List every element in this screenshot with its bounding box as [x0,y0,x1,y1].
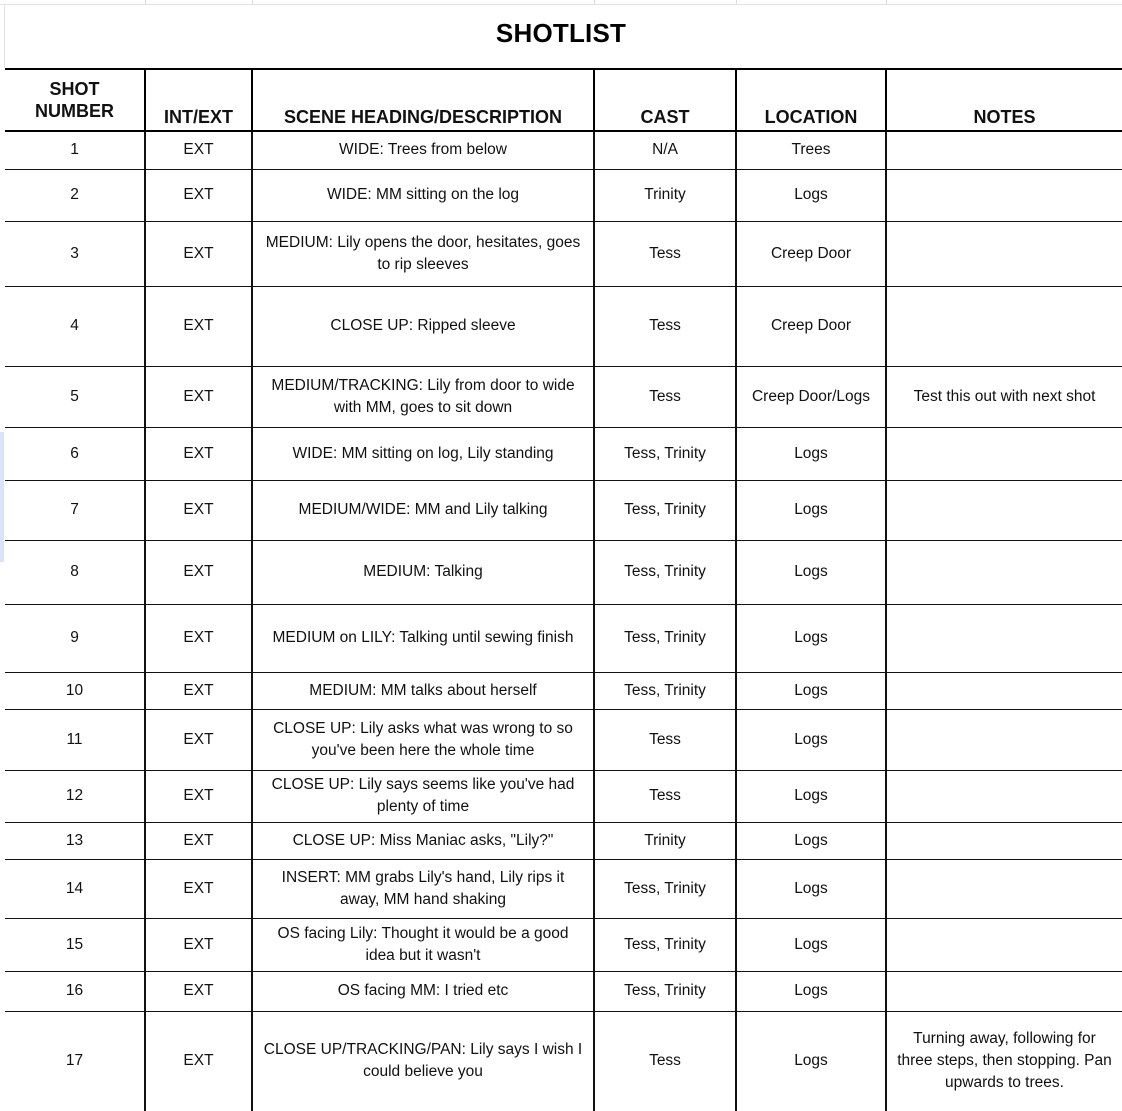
table-row [5,918,1122,971]
row-selection-highlight [0,432,4,562]
table-row [5,169,1122,221]
cell-cast[interactable]: Tess, Trinity [594,918,736,971]
cell-int-ext[interactable]: EXT [145,366,252,427]
cell-scene[interactable]: WIDE: Trees from below [252,131,594,169]
cell-int-ext[interactable]: EXT [145,918,252,971]
cell-scene[interactable]: CLOSE UP: Ripped sleeve [252,286,594,366]
table-row [5,131,1122,169]
cell-scene[interactable]: MEDIUM on LILY: Talking until sewing finish [252,604,594,672]
col-header-location[interactable]: LOCATION [736,69,886,131]
cell-shot-number[interactable]: 10 [5,672,145,709]
cell-cast[interactable]: Tess, Trinity [594,859,736,918]
cell-scene[interactable]: CLOSE UP: Miss Maniac asks, "Lily?" [252,822,594,859]
cell-shot-number[interactable]: 15 [5,918,145,971]
cell-int-ext[interactable]: EXT [145,169,252,221]
cell-notes[interactable] [886,480,1122,540]
cell-cast[interactable]: Tess, Trinity [594,480,736,540]
cell-notes[interactable] [886,859,1122,918]
header-row [5,69,1122,131]
cell-location[interactable]: Logs [736,971,886,1011]
table-row [5,672,1122,709]
table-row [5,480,1122,540]
cell-scene[interactable]: WIDE: MM sitting on the log [252,169,594,221]
cell-cast[interactable]: Tess [594,221,736,286]
table-row [5,822,1122,859]
cell-location[interactable]: Logs [736,480,886,540]
cell-location[interactable]: Logs [736,918,886,971]
table-row [5,427,1122,480]
cell-scene[interactable]: OS facing Lily: Thought it would be a good idea but it wasn't [252,918,594,971]
cell-cast[interactable]: Tess [594,770,736,822]
cell-scene[interactable]: CLOSE UP/TRACKING/PAN: Lily says I wish I could believe you [252,1011,594,1111]
cell-cast[interactable]: Tess, Trinity [594,427,736,480]
cell-scene[interactable]: INSERT: MM grabs Lily's hand, Lily rips it away, MM hand shaking [252,859,594,918]
cell-location[interactable]: Creep Door/Logs [736,366,886,427]
cell-notes[interactable] [886,971,1122,1011]
cell-cast[interactable]: Tess [594,1011,736,1111]
cell-scene[interactable]: MEDIUM: Talking [252,540,594,604]
cell-int-ext[interactable]: EXT [145,131,252,169]
cell-scene[interactable]: CLOSE UP: Lily asks what was wrong to so you've been here the whole time [252,709,594,770]
cell-location[interactable]: Logs [736,859,886,918]
cell-notes[interactable] [886,221,1122,286]
sheet-title[interactable]: SHOTLIST [495,18,627,48]
table-row [5,366,1122,427]
cell-cast[interactable]: Tess [594,366,736,427]
cell-shot-number[interactable]: 17 [65,1052,84,1070]
col-header-shot-number[interactable]: SHOT NUMBER [5,69,145,131]
cell-location[interactable]: Creep Door [736,221,886,286]
table-row [5,604,1122,672]
cell-scene[interactable]: WIDE: MM sitting on log, Lily standing [252,427,594,480]
table-row [5,286,1122,366]
cell-notes[interactable] [886,131,1122,169]
cell-cast[interactable]: Tess, Trinity [594,540,736,604]
cell-shot-number[interactable]: 5 [5,366,145,427]
cell-shot-number[interactable]: 6 [5,427,145,480]
cell-notes[interactable]: Test this out with next shot [886,366,1122,427]
row-gutter [0,0,4,1108]
cell-notes[interactable] [886,286,1122,366]
cell-notes[interactable]: Turning away, following for three steps, then stopping. Pan upwards to trees. [886,1011,1122,1111]
cell-shot-number[interactable]: 4 [5,286,145,366]
cell-int-ext[interactable]: EXT [145,286,252,366]
cell-shot-number[interactable]: 11 [5,709,145,770]
col-header-scene[interactable]: SCENE HEADING/DESCRIPTION [252,69,594,131]
table-row [5,709,1122,770]
cell-location[interactable]: Logs [736,427,886,480]
cell-int-ext[interactable]: EXT [145,480,252,540]
cell-location[interactable]: Logs [736,822,886,859]
table-row [5,770,1122,822]
sheet-col-divider [736,0,737,4]
cell-notes[interactable] [886,770,1122,822]
table-row [5,221,1122,286]
cell-int-ext[interactable]: EXT [145,709,252,770]
cell-shot-number[interactable]: 3 [5,221,145,286]
cell-location[interactable]: Logs [736,770,886,822]
cell-shot-number[interactable]: 12 [5,770,145,822]
cell-int-ext[interactable]: EXT [145,221,252,286]
cell-notes[interactable] [886,604,1122,672]
cell-notes[interactable] [886,918,1122,971]
cell-location[interactable]: Logs [736,169,886,221]
cell-int-ext[interactable]: EXT [145,770,252,822]
cell-shot-number[interactable]: 2 [5,169,145,221]
shotlist-table [5,68,1122,1111]
cell-shot-number[interactable]: 1 [5,131,145,169]
cell-location[interactable]: Logs [736,540,886,604]
cell-notes[interactable] [886,169,1122,221]
cell-location[interactable]: Logs [736,709,886,770]
cell-location[interactable]: Logs [736,1011,886,1111]
cell-int-ext[interactable]: EXT [145,540,252,604]
cell-shot-number[interactable]: 14 [5,859,145,918]
sheet-col-divider [252,0,253,4]
cell-scene[interactable]: MEDIUM: Lily opens the door, hesitates, goes to rip sleeves [252,221,594,286]
cell-shot-number[interactable]: 16 [5,971,145,1011]
cell-location[interactable]: Logs [736,672,886,709]
cell-scene[interactable]: OS facing MM: I tried etc [252,971,594,1011]
cell-scene[interactable]: MEDIUM/TRACKING: Lily from door to wide with MM, goes to sit down [252,366,594,427]
cell-int-ext[interactable]: EXT [145,822,252,859]
cell-cast[interactable]: Tess, Trinity [594,604,736,672]
cell-scene[interactable]: MEDIUM/WIDE: MM and Lily talking [252,480,594,540]
sheet-col-divider [145,0,146,4]
cell-int-ext[interactable]: EXT [145,604,252,672]
cell-shot-number[interactable]: 7 [5,480,145,540]
table-row [5,540,1122,604]
cell-notes[interactable] [886,540,1122,604]
cell-cast[interactable]: Tess [594,286,736,366]
cell-notes[interactable] [886,672,1122,709]
cell-notes[interactable] [886,709,1122,770]
cell-cast[interactable]: Trinity [594,169,736,221]
table-row [5,859,1122,918]
cell-notes[interactable] [886,427,1122,480]
sheet-col-divider [886,0,887,4]
col-header-int-ext[interactable]: INT/EXT [145,69,252,131]
cell-location[interactable]: Trees [736,131,886,169]
col-header-notes[interactable]: NOTES [886,69,1122,131]
cell-notes[interactable] [886,822,1122,859]
cell-int-ext[interactable]: EXT [145,859,252,918]
cell-int-ext[interactable]: EXT [145,971,252,1011]
cell-location[interactable]: Creep Door [736,286,886,366]
cell-location[interactable]: Logs [736,604,886,672]
sheet-col-divider [594,0,595,4]
cell-scene[interactable]: CLOSE UP: Lily says seems like you've had plenty of time [252,770,594,822]
cell-int-ext[interactable]: EXT [145,672,252,709]
cell-cast[interactable]: Trinity [594,822,736,859]
cell-int-ext[interactable]: EXT [145,1011,252,1111]
cell-shot-number[interactable]: 13 [5,822,145,859]
cell-scene[interactable]: MEDIUM: MM talks about herself [252,672,594,709]
cell-shot-number[interactable]: 8 [5,540,145,604]
cell-shot-number[interactable]: 9 [5,604,145,672]
cell-cast[interactable]: Tess, Trinity [594,672,736,709]
cell-cast[interactable]: N/A [594,131,736,169]
table-row [5,971,1122,1011]
cell-cast[interactable]: Tess, Trinity [594,971,736,1011]
col-header-cast[interactable]: CAST [594,69,736,131]
sheet-gridline-top [0,0,1122,5]
cell-int-ext[interactable]: EXT [145,427,252,480]
table-row [5,1011,1122,1111]
cell-cast[interactable]: Tess [594,709,736,770]
